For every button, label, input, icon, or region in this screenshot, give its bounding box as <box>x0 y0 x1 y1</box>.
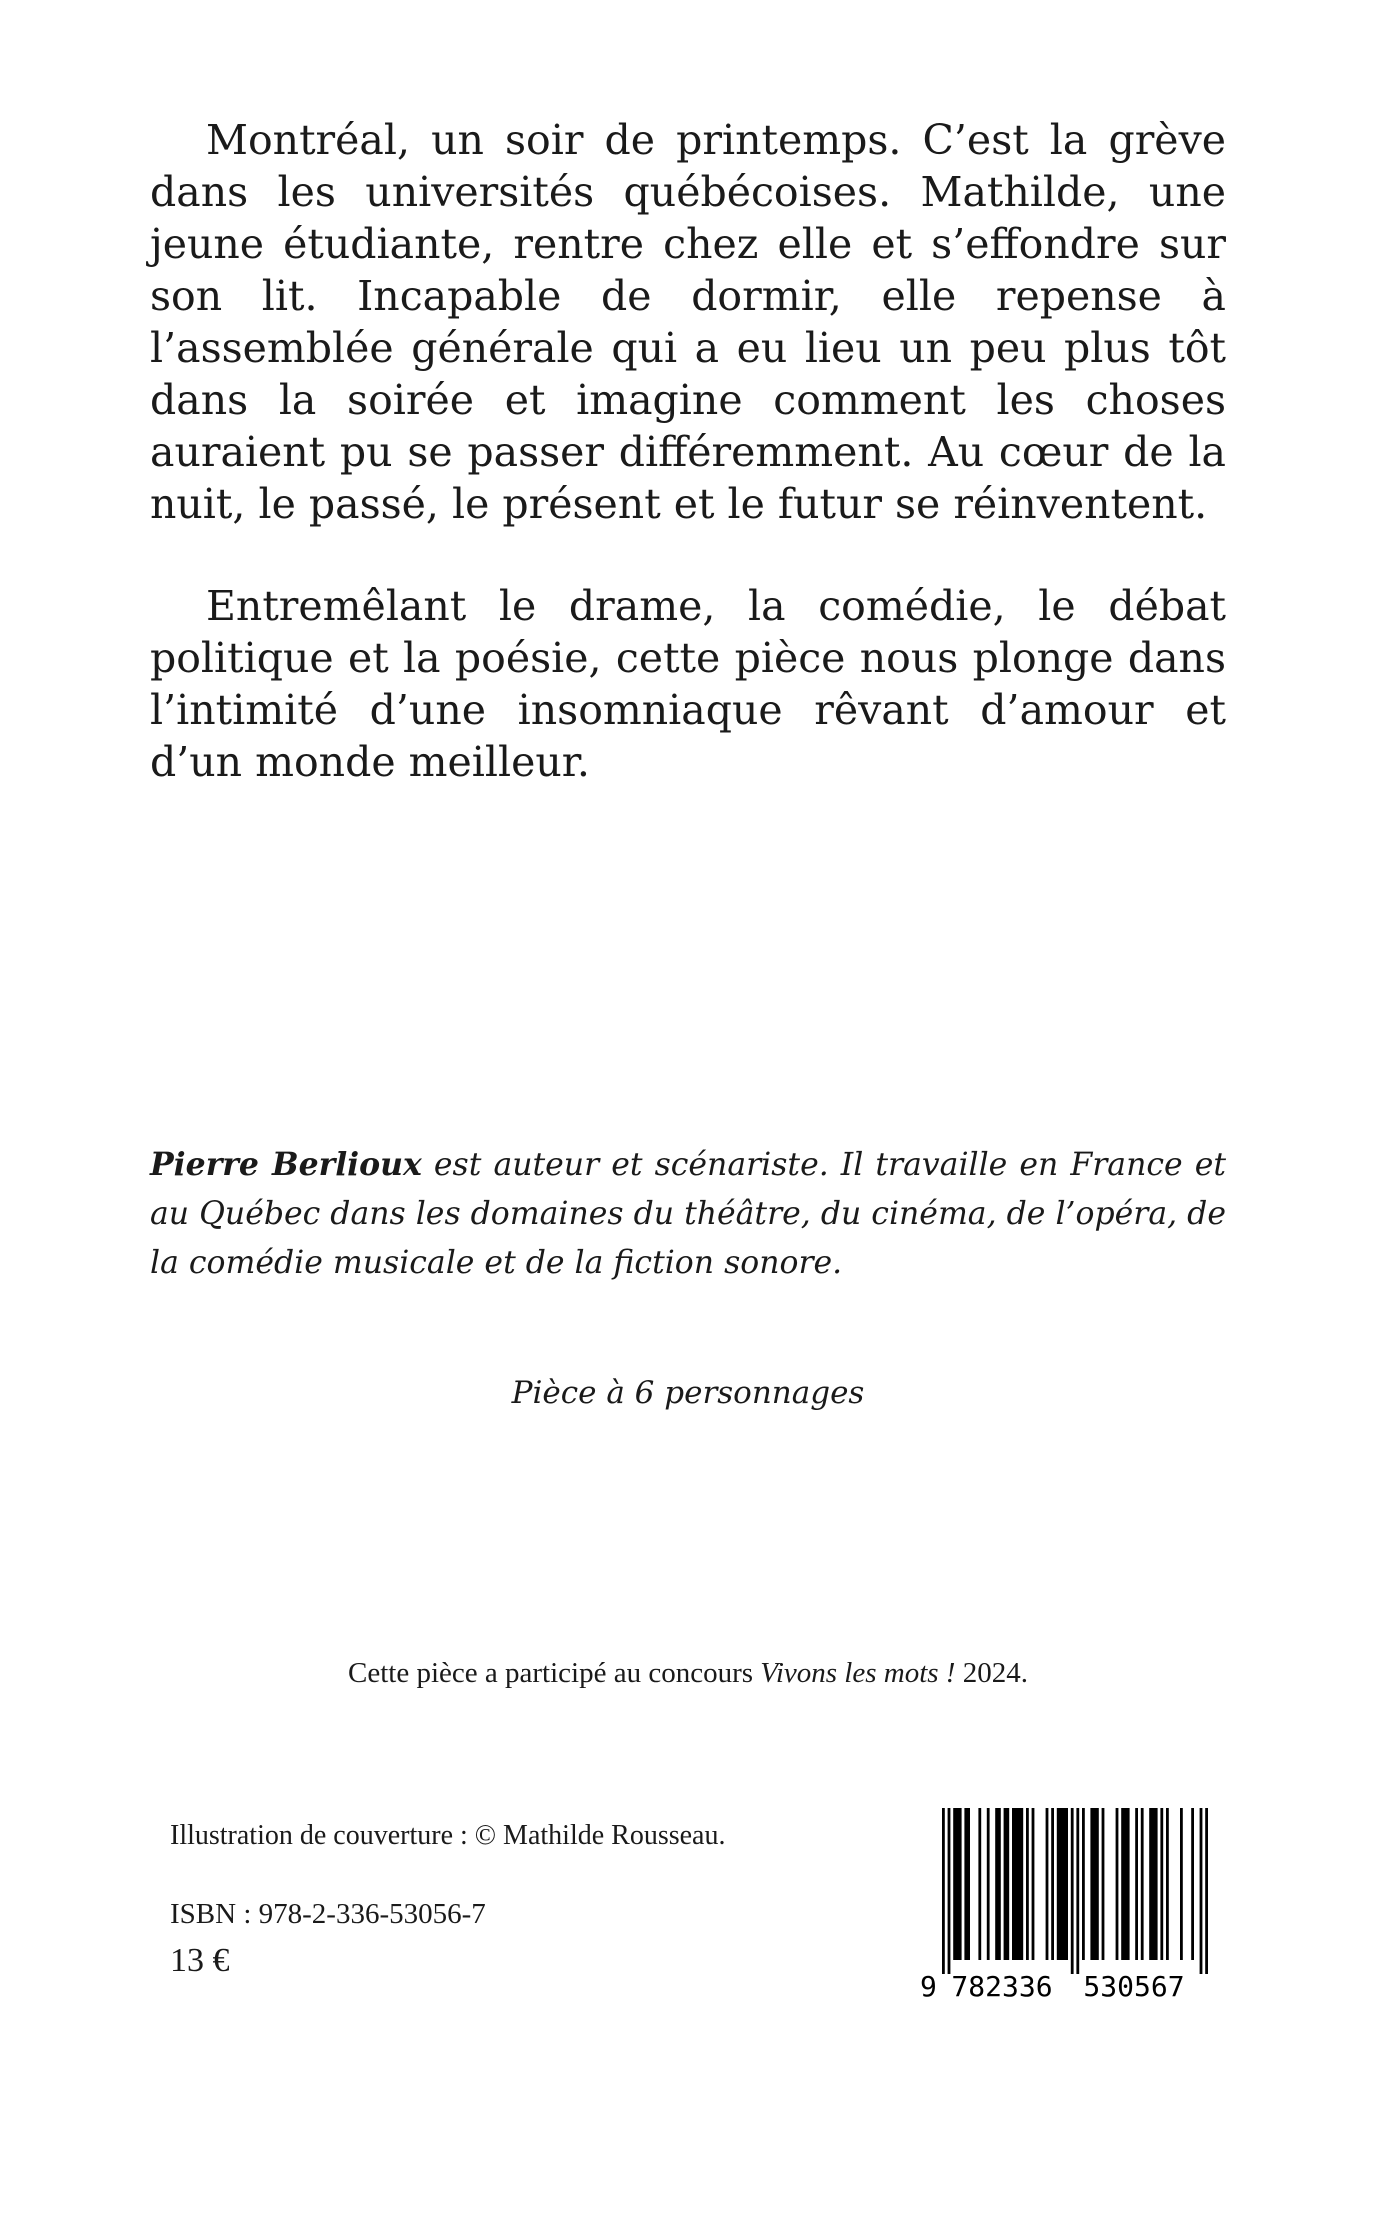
barcode-bar-5 <box>987 1808 990 1960</box>
barcode-bar-17 <box>1090 1808 1098 1960</box>
contest-note-before: Cette pièce a participé au concours <box>348 1657 761 1689</box>
barcode-digits-right: 530567 <box>1083 1970 1185 2000</box>
cover-credit: Illustration de couverture : © Mathilde Rousseau. <box>170 1820 726 1851</box>
barcode-bar-24 <box>1160 1808 1163 1960</box>
barcode-bar-3 <box>964 1808 970 1960</box>
barcode-bar-12 <box>1051 1808 1054 1960</box>
barcode-bar-19 <box>1116 1808 1119 1960</box>
barcode-bar-26 <box>1180 1808 1183 1960</box>
blurb-paragraph-1: Montréal, un soir de printemps. C’est la grève dans les universités québécoises. Mathilde, une jeune étudiante, rentre chez elle et s’effondre sur son lit. Incapable de dormir, elle repense à l’assemblée générale qui a eu lieu un peu plus tôt dans la soirée et imagine comment les choses auraient pu se passer différemment. Au cœur de la nuit, le passé, le présent et le futur se réinventent. <box>150 116 1226 528</box>
barcode-bar-1 <box>948 1808 951 1974</box>
barcode-bar-14 <box>1071 1808 1074 1974</box>
barcode-bars <box>942 1808 1208 1974</box>
contest-note-after: 2024. <box>955 1657 1028 1689</box>
barcode-bar-9 <box>1026 1808 1029 1960</box>
contest-title: Vivons les mots ! <box>760 1657 956 1689</box>
barcode-bar-25 <box>1166 1808 1169 1960</box>
barcode-bar-15 <box>1076 1808 1079 1974</box>
barcode-bar-8 <box>1012 1808 1023 1960</box>
barcode-bar-23 <box>1149 1808 1157 1960</box>
barcode-bar-2 <box>953 1808 961 1960</box>
cast-note: Pièce à 6 personnages <box>511 1375 865 1411</box>
barcode-bar-10 <box>1032 1808 1035 1960</box>
barcode-bar-13 <box>1057 1808 1068 1960</box>
barcode-bar-28 <box>1200 1808 1203 1974</box>
barcode-bar-29 <box>1205 1808 1208 1974</box>
barcode-bar-18 <box>1102 1808 1105 1960</box>
author-bio <box>150 1140 1226 1288</box>
price: 13 € <box>170 1942 230 1979</box>
barcode-bar-4 <box>978 1808 981 1960</box>
barcode-bar-22 <box>1141 1808 1144 1960</box>
barcode-bar-0 <box>942 1808 945 1974</box>
barcode-bar-27 <box>1191 1808 1194 1960</box>
barcode-digits-left: 782336 <box>951 1970 1053 2000</box>
barcode-bar-16 <box>1082 1808 1085 1960</box>
author-bio-text: est auteur et scénariste. Il travaille en France et au Québec dans les domaines du théâtre, du cinéma, de l’opéra, de la comédie musicale et de la fiction sonore. <box>150 1147 1227 1281</box>
barcode-digit-first: 9 <box>920 1970 937 2000</box>
isbn: ISBN : 978-2-336-53056-7 <box>170 1898 486 1930</box>
barcode-bar-20 <box>1121 1808 1129 1960</box>
barcode-bar-21 <box>1135 1808 1138 1960</box>
barcode <box>920 1804 1216 2000</box>
blurb-paragraph-2: Entremêlant le drame, la comédie, le débat politique et la poésie, cette pièce nous plonge dans l’intimité d’une insomniaque rêvant d’amour et d’un monde meilleur. <box>150 582 1226 786</box>
author-name: Pierre Berlioux <box>150 1146 422 1183</box>
contest-note <box>150 1657 1226 1690</box>
barcode-bar-7 <box>1004 1808 1010 1960</box>
barcode-bar-6 <box>995 1808 1001 1960</box>
barcode-bar-11 <box>1046 1808 1049 1960</box>
